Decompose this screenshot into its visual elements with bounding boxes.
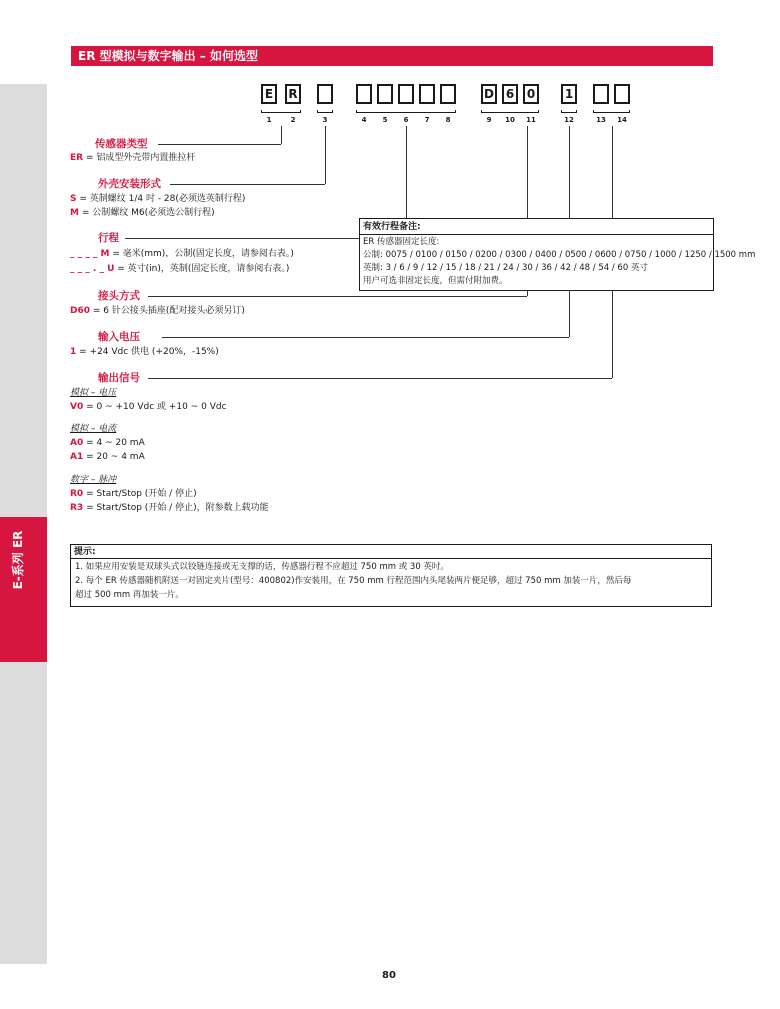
position-number: 4	[361, 116, 367, 124]
code-box-6	[398, 84, 414, 104]
connector-line-output-h	[148, 378, 612, 379]
position-number: 3	[322, 116, 328, 124]
output-option-r0: R0 = Start/Stop (开始 / 停止)	[70, 489, 197, 499]
section-heading-input-voltage: 输入电压	[98, 331, 140, 343]
output-option-a1: A1 = 20 ~ 4 mA	[70, 452, 145, 462]
connector-line-connector-v	[527, 126, 528, 218]
stroke-note-line: 英制: 3 / 6 / 9 / 12 / 15 / 18 / 21 / 24 / 30 / 36 / 42 / 48 / 54 / 60 英寸	[363, 263, 648, 273]
section-heading-output-signal: 输出信号	[98, 372, 140, 384]
code-box-12: 1	[561, 84, 577, 104]
position-number: 9	[486, 116, 492, 124]
output-subheading-analog-current: 模拟 – 电流	[70, 424, 117, 434]
group-bracket-housing	[317, 110, 333, 113]
connector-line-stroke-v	[406, 126, 407, 218]
tip-item: 1. 如果应用安装是双球头式以铰链连接或无支撑的话，传感器行程不应超过 750 mm 或 30 英吋。	[75, 562, 449, 572]
connector-line-connector-v2	[527, 291, 528, 296]
stroke-note-line: ER 传感器固定长度:	[363, 237, 440, 247]
sensor-type-option: ER = 铝成型外壳带内置推拉杆	[70, 153, 196, 163]
stroke-note-line: 用户可选非固定长度，但需付附加费。	[363, 276, 508, 286]
output-option-v0: V0 = 0 ~ +10 Vdc 或 +10 ~ 0 Vdc	[70, 402, 227, 412]
code-box-11: 0	[523, 84, 539, 104]
code-box-7	[419, 84, 435, 104]
tips-title: 提示:	[74, 547, 96, 557]
stroke-option-metric: _ _ _ _ M = 毫米(mm)，公制(固定长度，请参阅右表。)	[70, 249, 294, 259]
page-number: 80	[382, 970, 396, 981]
tips-box	[70, 544, 712, 607]
connector-option: D60 = 6 针公接头插座(配对接头必须另订)	[70, 306, 245, 316]
page-title: ER 型模拟与数字输出 – 如何选型	[78, 49, 258, 63]
sidebar-section-label: E-系列 ER	[11, 530, 25, 590]
stroke-note-title: 有效行程备注:	[363, 222, 421, 232]
stroke-note-line: 公制: 0075 / 0100 / 0150 / 0200 / 0300 / 0400 / 0500 / 0600 / 0750 / 1000 / 1250 / 1500 mm	[363, 250, 756, 260]
section-heading-connector: 接头方式	[98, 290, 140, 302]
code-box-5	[377, 84, 393, 104]
group-bracket-connector	[481, 110, 539, 113]
output-option-r3: R3 = Start/Stop (开始 / 停止)，附参数上载功能	[70, 503, 269, 513]
code-box-10: 6	[502, 84, 518, 104]
section-heading-housing: 外壳安装形式	[98, 178, 161, 190]
housing-option-m: M = 公制螺纹 M6(必须选公制行程)	[70, 208, 215, 218]
connector-line-input-h	[162, 337, 569, 338]
connector-line-input-v	[569, 126, 570, 218]
connector-line-connector-h	[148, 296, 527, 297]
connector-line-housing-h	[170, 184, 325, 185]
tip-item-continued: 超过 500 mm 再加装一片。	[75, 590, 184, 600]
section-heading-sensor-type: 传感器类型	[95, 138, 148, 150]
connector-line-input-v2	[569, 291, 570, 337]
connector-line-housing-v	[325, 126, 326, 184]
output-option-a0: A0 = 4 ~ 20 mA	[70, 438, 145, 448]
code-box-9: D	[481, 84, 497, 104]
position-number: 8	[445, 116, 451, 124]
connector-line-stroke-h	[125, 238, 359, 239]
position-number: 7	[424, 116, 430, 124]
input-voltage-option: 1 = +24 Vdc 供电 (+20%，-15%)	[70, 347, 219, 357]
code-box-3	[317, 84, 333, 104]
position-number: 13	[596, 116, 606, 124]
group-bracket-output	[593, 110, 630, 113]
connector-line-output-v2	[612, 291, 613, 378]
tip-item: 2. 每个 ER 传感器随机附送一对固定夹片(型号：400802)作安装用，在 750 mm 行程范围内头尾装两片便足够，超过 750 mm 加装一片，然后每	[75, 576, 632, 586]
connector-line-sensor-v	[281, 126, 282, 144]
position-number: 12	[564, 116, 574, 124]
housing-option-s: S = 英制螺纹 1/4 吋 - 28(必须选英制行程)	[70, 194, 246, 204]
code-box-2: R	[285, 84, 301, 104]
output-subheading-analog-voltage: 模拟 – 电压	[70, 388, 117, 398]
position-number: 5	[382, 116, 388, 124]
divider	[360, 234, 713, 235]
group-bracket-sensor	[261, 110, 301, 113]
position-number: 10	[505, 116, 515, 124]
group-bracket-stroke	[356, 110, 456, 113]
output-subheading-digital: 数字 – 脉冲	[70, 475, 117, 485]
position-number: 14	[617, 116, 627, 124]
section-heading-stroke: 行程	[98, 232, 119, 244]
code-box-8	[440, 84, 456, 104]
code-box-13	[593, 84, 609, 104]
position-number: 11	[526, 116, 536, 124]
connector-line-output-v	[612, 126, 613, 218]
code-box-4	[356, 84, 372, 104]
position-number: 2	[290, 116, 296, 124]
code-box-1: E	[261, 84, 277, 104]
divider	[71, 558, 711, 559]
stroke-option-imperial: _ _ _ . _ U = 英寸(in)，英制(固定长度，请参阅右表。)	[70, 264, 290, 274]
position-number: 1	[266, 116, 272, 124]
stroke-note-box	[359, 218, 756, 291]
connector-line-sensor-h	[158, 144, 281, 145]
code-box-14	[614, 84, 630, 104]
group-bracket-input	[561, 110, 577, 113]
position-number: 6	[403, 116, 409, 124]
